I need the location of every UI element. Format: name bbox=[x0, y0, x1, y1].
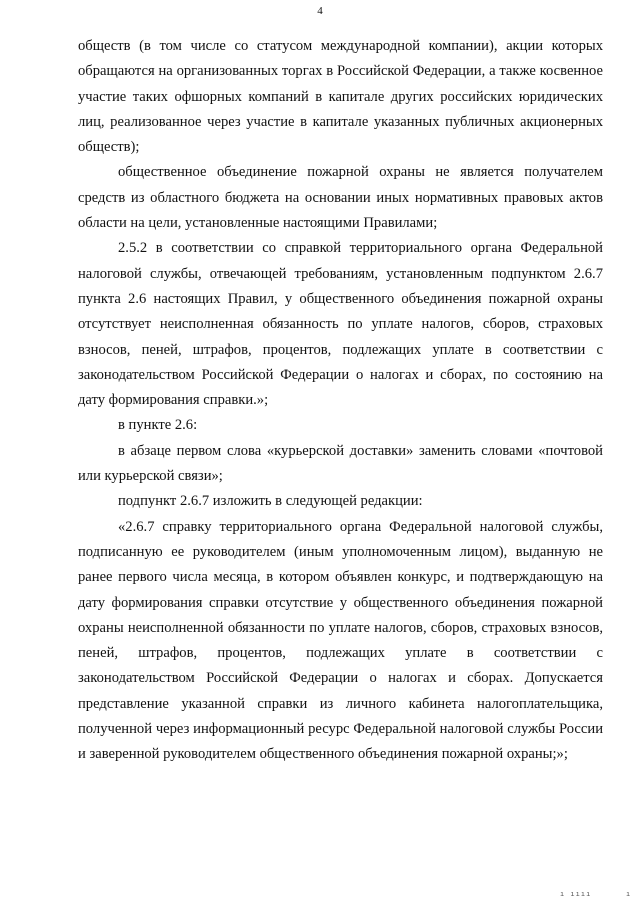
paragraph-4: в пункте 2.6: bbox=[118, 417, 198, 434]
paragraph-5: в абзаце первом слова «курьерской доставки» заменить словами «почтовой или курьерской связи»; bbox=[78, 442, 603, 485]
scan-barcode-mark: ı ıııı bbox=[560, 890, 592, 898]
paragraph-1: обществ (в том числе со статусом международной компании), акции которых обращаются на организованных торгах в Российской Федерации, а также косвенное участие таких офшорных компаний в капитале других российских юридических лиц, реализованное через участие в капитале указанных публичных акционерных обществ); bbox=[78, 38, 603, 156]
paragraph-3: 2.5.2 в соответствии со справкой территориального органа Федеральной налоговой службы, отвечающей требованиям, установленным подпунктом 2.6.7 пункта 2.6 настоящих Правил, у общественного объединения пожарной охраны отсутствует неисполненная обязанность по уплате налогов, сборов, страховых взносов, пеней, штрафов, процентов, подлежащих уплате в соответствии с законодательством Российской Федерации о налогах и сборах, по состоянию на дату формирования справки.»; bbox=[78, 240, 603, 409]
paragraph-2: общественное объединение пожарной охраны не является получателем средств из областного бюджета на основании иных нормативных правовых актов области на цели, установленные настоящими Правилами; bbox=[78, 164, 603, 232]
page-number: 4 bbox=[317, 5, 323, 17]
paragraph-6: подпункт 2.6.7 изложить в следующей редакции: bbox=[118, 493, 423, 510]
scan-edge-mark: ı bbox=[626, 890, 632, 898]
document-body bbox=[78, 34, 603, 768]
paragraph-7: «2.6.7 справку территориального органа Федеральной налоговой службы, подписанную ее руководителем (иным уполномоченным лицом), выданную не ранее первого числа месяца, в котором объявлен конкурс, и подтверждающую на дату формирования справки отсутствие у общественного объединения пожарной охраны неисполненной обязанности по уплате налогов, сборов, страховых взносов, пеней, штрафов, процентов, подлежащих уплате в соответствии с законодательством Российской Федерации о налогах и сборах. Допускается представление указанной справки из личного кабинета налогоплательщика, полученной через информационный ресурс Федеральной налоговой службы России и заверенной руководителем общественного объединения пожарной охраны;»; bbox=[78, 518, 603, 763]
